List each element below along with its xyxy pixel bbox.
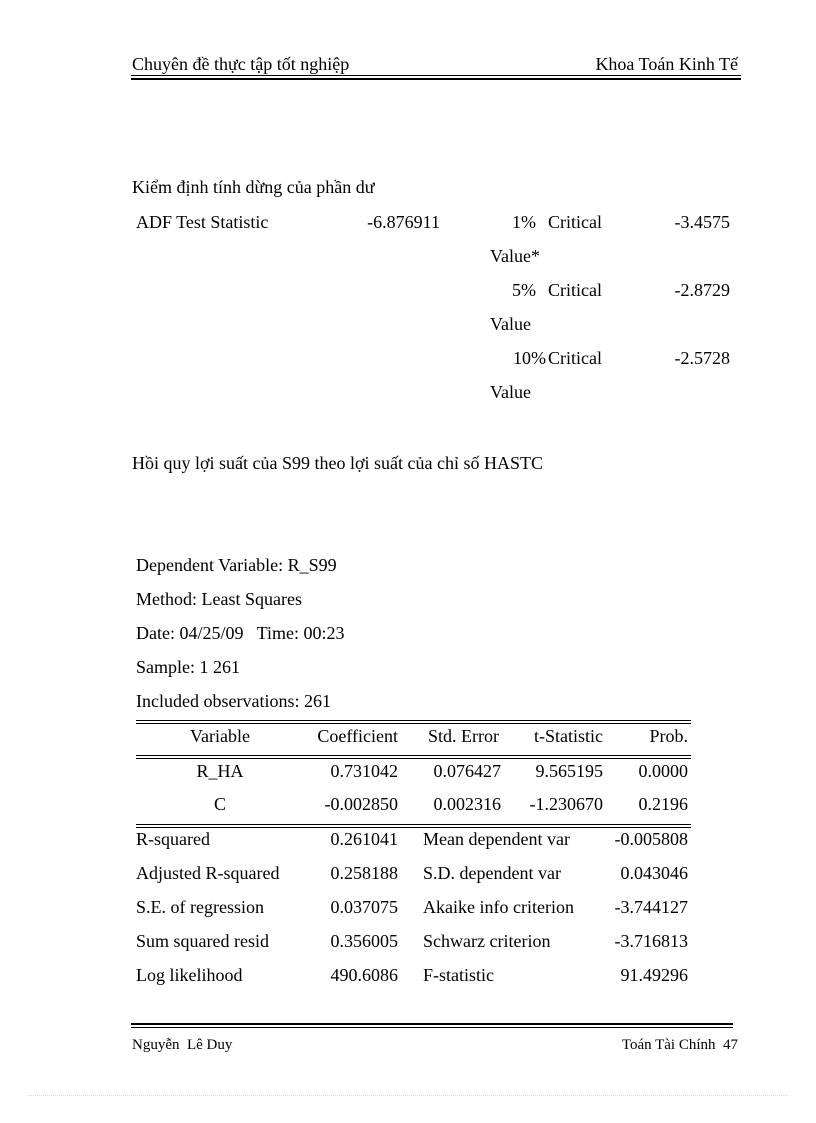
regression-heading: Hồi quy lợi suất của S99 theo lợi suất của chỉ số HASTC — [132, 453, 543, 473]
footer-right: Toán Tài Chính 47 — [621, 1037, 738, 1053]
critical-value: -2.8729 — [674, 280, 730, 300]
table-cell: 0.731042 — [330, 761, 398, 781]
header-rule-thin — [131, 75, 741, 76]
stat-label: Sum squared resid — [136, 931, 269, 951]
stat-value: 0.258188 — [330, 863, 398, 883]
header-bottom-rule — [136, 755, 691, 756]
table-cell: -1.230670 — [529, 794, 603, 814]
footer-left: Nguyễn Lê Duy — [132, 1037, 233, 1053]
header-right: Khoa Toán Kinh Tế — [595, 54, 738, 74]
stat-label: R-squared — [136, 829, 210, 849]
stat-value: -3.744127 — [614, 897, 688, 917]
column-header: Prob. — [649, 726, 688, 746]
stat-value: -0.005808 — [614, 829, 688, 849]
column-header: Coefficient — [317, 726, 398, 746]
table-top-rule — [136, 720, 691, 721]
adf-statistic-label: ADF Test Statistic — [136, 212, 269, 232]
table-cell: R_HA — [196, 761, 244, 781]
critical-pct: 5% — [512, 280, 536, 300]
adf-heading: Kiểm định tính dừng của phần dư — [132, 177, 375, 197]
table-cell: 0.2196 — [638, 794, 688, 814]
table-cell: C — [213, 794, 226, 814]
stats-top-rule — [136, 824, 691, 825]
column-header: Std. Error — [428, 726, 499, 746]
critical-word: Critical — [548, 348, 602, 368]
stat-value: 91.49296 — [620, 965, 688, 985]
adf-statistic-value: -6.876911 — [367, 212, 440, 232]
meta-line: Dependent Variable: R_S99 — [136, 555, 337, 575]
stat-label: Mean dependent var — [423, 829, 570, 849]
stats-top-rule — [136, 827, 691, 828]
stat-value: 0.356005 — [330, 931, 398, 951]
critical-cont: Value — [490, 382, 531, 402]
stat-label: Schwarz criterion — [423, 931, 551, 951]
critical-cont: Value — [490, 314, 531, 334]
stat-value: 0.261041 — [330, 829, 398, 849]
meta-line: Sample: 1 261 — [136, 657, 240, 677]
critical-cont: Value* — [490, 246, 540, 266]
stat-label: Log likelihood — [136, 965, 243, 985]
column-header: Variable — [190, 726, 250, 746]
stat-label: S.E. of regression — [136, 897, 264, 917]
stat-value: 490.6086 — [330, 965, 398, 985]
table-cell: 0.076427 — [433, 761, 501, 781]
stat-label: S.D. dependent var — [423, 863, 561, 883]
table-cell: 0.002316 — [433, 794, 501, 814]
stat-label: Akaike info criterion — [423, 897, 574, 917]
header-rule-thick — [131, 78, 741, 80]
header-bottom-rule — [136, 758, 691, 759]
critical-value: -3.4575 — [674, 212, 730, 232]
meta-line: Included observations: 261 — [136, 691, 331, 711]
stat-value: 0.037075 — [330, 897, 398, 917]
table-top-rule — [136, 723, 691, 724]
table-cell: 9.565195 — [535, 761, 603, 781]
critical-word: Critical — [548, 280, 602, 300]
meta-line: Date: 04/25/09 Time: 00:23 — [136, 623, 345, 643]
table-cell: 0.0000 — [638, 761, 688, 781]
footer-rule-thick — [131, 1023, 733, 1025]
stat-label: Adjusted R-squared — [136, 863, 280, 883]
footer-rule-thin — [131, 1027, 733, 1028]
table-cell: -0.002850 — [324, 794, 398, 814]
critical-word: Critical — [548, 212, 602, 232]
stat-label: F-statistic — [423, 965, 494, 985]
header-left: Chuyên đề thực tập tốt nghiệp — [132, 54, 350, 74]
stat-value: 0.043046 — [620, 863, 688, 883]
critical-pct: 10% — [513, 348, 546, 368]
page-edge-dotted-line — [28, 1095, 788, 1096]
critical-value: -2.5728 — [674, 348, 730, 368]
column-header: t-Statistic — [534, 726, 603, 746]
critical-pct: 1% — [512, 212, 536, 232]
meta-line: Method: Least Squares — [136, 589, 302, 609]
stat-value: -3.716813 — [614, 931, 688, 951]
